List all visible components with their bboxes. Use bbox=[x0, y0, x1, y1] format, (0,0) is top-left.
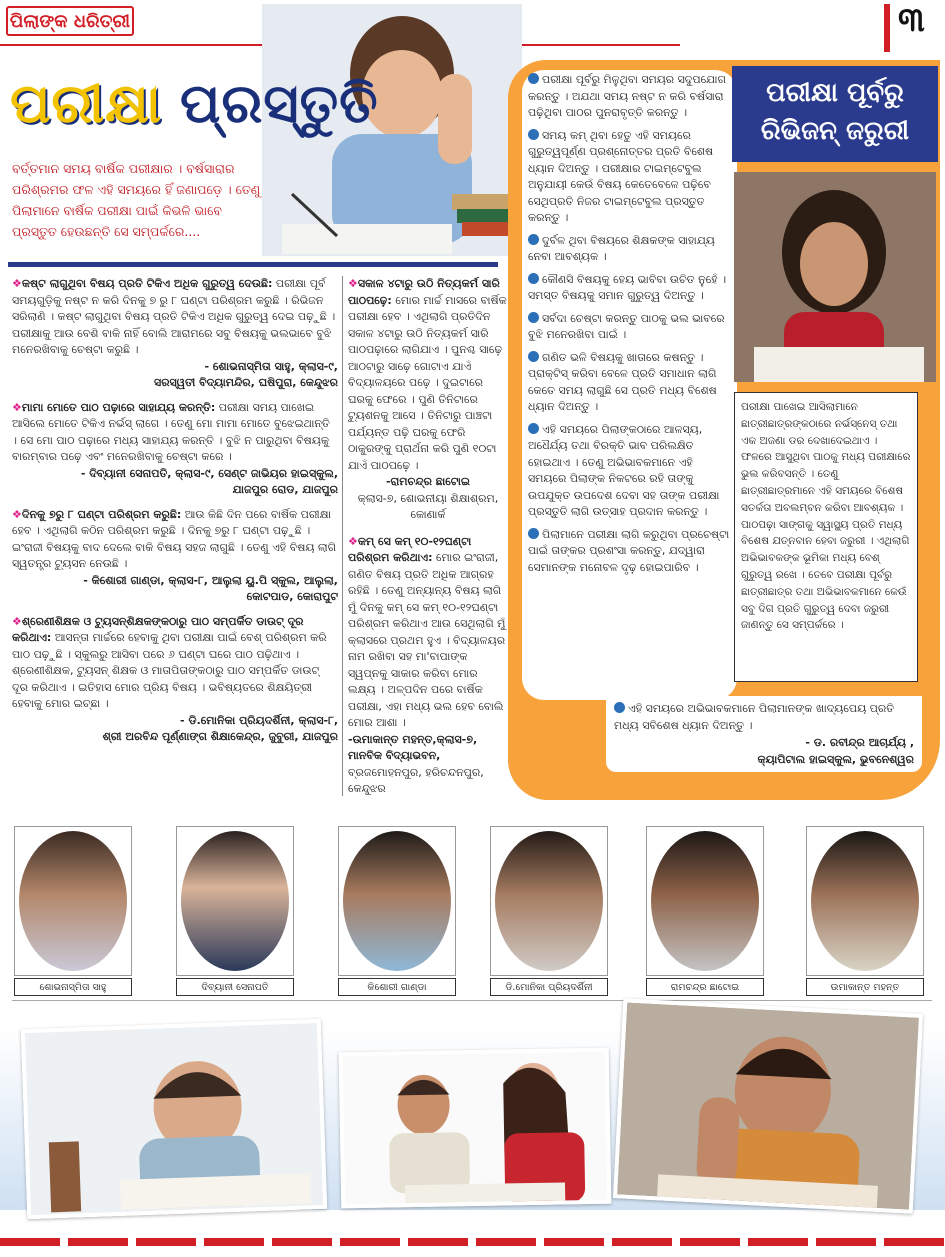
stressed-boy-photo bbox=[21, 1019, 327, 1219]
student-quotes-column-1 bbox=[12, 276, 338, 754]
bullet-icon bbox=[528, 73, 539, 84]
student-quote: ❖ମାମା ମୋତେ ପାଠ ପଢ଼ାରେ ସାହାଯ୍ୟ କରନ୍ତି: ପରୀକ୍ଷା ସମୟ ପାଖେଇ ଆସିଲେ ମୋତେ ଟିକିଏ ନର୍ଭସ୍ ଲାଗେ । ତେଣୁ ମୋ ମାମା ମୋତେ ବୁଝେଇଥାନ୍ତି । ସେ ମୋ ପାଠ ପଢ଼ାରେ ମଧ୍ୟ ସାହାଯ୍ୟ କରନ୍ତି । ବୁଝି ନ ପାରୁଥିବା ବିଷୟକୁ ବାରମ୍ବାର ପଢ଼େ ଏବଂ ମନେରଖିବାକୁ ଚେଷ୍ଟା କରେ । - ଦିବ୍ୟାନୀ ସେନାପତି, କ୍ଲାସ-୯, ସେଣ୍ଟ ଜାଭିୟର ହାଇସ୍କୁଲ, ଯାଜପୁର ରୋଡ, ଯାଜପୁର bbox=[12, 400, 338, 496]
portrait-oval bbox=[651, 831, 759, 971]
star-bullet-icon: ❖ bbox=[348, 534, 358, 548]
portrait-photo bbox=[176, 826, 294, 976]
portrait-photo bbox=[14, 826, 132, 976]
revision-bullet: ଏହି ସମୟରେ ପିଲାଙ୍କଠାରେ ଆଳସ୍ୟ, ଅଧୈର୍ଯ୍ୟ ତଥା ବିରକ୍ତି ଭାବ ପରିଲକ୍ଷିତ ହୋଇଥାଏ । ତେଣୁ ଅଭିଭାବକମାନେ ଏହି ସମୟରେ ପିଲାଙ୍କ ନିକଟରେ ରହି ତାଙ୍କୁ ଉପଯୁକ୍ତ ଉପଦେଶ ଦେବା ସହ ତାଙ୍କ ପରୀକ୍ଷା ପ୍ରସ୍ତୁତି ଲାଗି ଉତ୍ସାହ ପ୍ରଦାନ କରନ୍ତୁ । bbox=[528, 422, 720, 518]
title-part2: ପ୍ରସ୍ତୁତି bbox=[180, 72, 379, 135]
student-quote: ❖ଶ୍ରେଣୀଶିକ୍ଷକ ଓ ଟ୍ୟୁସନ୍‌ଶିକ୍ଷକଙ୍କଠାରୁ ପାଠ ସମ୍ପର୍କିତ ଡାଉଟ୍ ଦୂର କରିଥାଏ: ଆସନ୍ତା ମାର୍ଚ୍ଚରେ ହେବାକୁ ଥିବା ପରୀକ୍ଷା ପାଇଁ ବେଶ୍ ପରିଶ୍ରମ କରି ପାଠ ପଢ଼ୁଛି । ସ୍କୁଲରୁ ଆସିବା ପରେ ୬ ଘଣ୍ଟା ଘରେ ପାଠ ପଢ଼ିଥାଏ । ଶ୍ରେଣୀଶିକ୍ଷକ, ଟ୍ୟୁସନ୍ ଶିକ୍ଷକ ଓ ମାତାପିତାଙ୍କଠାରୁ ପାଠ ସମ୍ପର୍କିତ ଡାଉଟ୍ ଦୂର କରିଥାଏ । ଇତିହାସ ମୋର ପ୍ରିୟ ବିଷୟ । ଭବିଷ୍ୟତରେ ଶିକ୍ଷୟିତ୍ରୀ ହେବାକୁ ମୋର ଇଚ୍ଛା । - ଡି.ମୋନିକା ପ୍ରିୟଦର୍ଶିନୀ, କ୍ଲାସ-୮, ଶ୍ରୀ ଅରବିନ୍ଦ ପୂର୍ଣ୍ଣାଙ୍ଗ ଶିକ୍ଷାକେନ୍ଦ୍ର, ଜୁବୁରୀ, ଯାଜପୁର bbox=[12, 614, 338, 743]
student-quotes-column-2 bbox=[348, 276, 508, 798]
student-quote: ❖କମ୍ ସେ କମ୍ ୧୦-୧୨ଘଣ୍ଟା ପରିଶ୍ରମ କରିଥାଏ: ମୋର ଇଂରାଜୀ, ଗଣିତ ବିଷୟ ପ୍ରତି ଅଧିକ ଆଗ୍ରହ ରହିଛି । ତେଣୁ ଅନ୍ୟାନ୍ୟ ବିଷୟ ଲାଗି ମୁଁ ଦିନକୁ କମ୍ ସେ କମ୍ ୧୦-୧୨ଘଣ୍ଟା ପରିଶ୍ରମ କରିଥାଏ ଆଉ ସେଥିଲାଗି ମୁଁ କ୍ଲାସରେ ପ୍ରଥମ ହୁଏ । ବିଦ୍ୟାଳୟର ନାମ ରଖିବା ସହ ମା'ବାପାଙ୍କ ସ୍ୱପ୍ନକୁ ସାକାର କରିବା ମୋର ଲକ୍ଷ୍ୟ । ଅଳ୍ପଦିନ ପରେ ବାର୍ଷିକ ପରୀକ୍ଷା, ଏହା ମଧ୍ୟ ଭଲ ହେବ ବୋଲି ମୋର ଆଶା । -ଉମାକାନ୍ତ ମହନ୍ତ,କ୍ଲାସ-୭, ମାନବିକ ବିଦ୍ୟାଭବନ, ବ୍ରଜମୋହନପୁର, ହରିଚନ୍ଦନପୁର, କେନ୍ଦୁଝର bbox=[348, 534, 506, 795]
student-quote: ❖ସକାଳ ୪ଟାରୁ ଉଠି ନିତ୍ୟକର୍ମ ସାରି ପାଠପଢ଼େ: ମୋର ମାର୍ଚ୍ଚ ମାସରେ ବାର୍ଷିକ ପରୀକ୍ଷା ହେବ । ଏଥିଲାଗି ପ୍ରତିଦିନ ସକାଳ ୪ଟାରୁ ଉଠି ନିତ୍ୟକର୍ମ ସାରି ପାଠପଢ଼ାରେ ଲାଗିଯାଏ । ପୁନଶ୍ଚ ସାଢ଼େ ଆଠଟାରୁ ସାଢ଼େ ଗୋଟାଏ ଯାଏଁ ବିଦ୍ୟାଳୟରେ ପଢ଼େ । ଦୁଇଟାରେ ଘରକୁ ଫେରେ । ପୁଣି ତିନିଟାରେ ଟ୍ୟୁଶନକୁ ଆସେ । ତିନିଟାରୁ ପାଞ୍ଚଟା ପର୍ଯ୍ୟନ୍ତ ପଢ଼ି ଘରକୁ ଫେରି ଠାକୁରଙ୍କୁ ପ୍ରାର୍ଥନା କରି ପୁଣି ୧୦ଟା ଯାଏଁ ପାଠପଢ଼େ । -ରାମଚନ୍ଦ୍ର ଛାଟୋଇ କ୍ଲାସ-୭, ଶୋଭନୀୟା ଶିକ୍ଷାଶ୍ରମ, କୋଣାର୍କ bbox=[348, 277, 507, 521]
portrait-name: ଡି.ମୋନିକା ପ୍ରିୟଦର୍ଶିନୀ bbox=[490, 978, 608, 996]
portrait-oval bbox=[811, 831, 919, 971]
star-bullet-icon: ❖ bbox=[348, 277, 358, 290]
revision-bullet: କୌଣସି ବିଷୟକୁ ହେୟ ଭାବିବା ଉଚିତ ନୁହେଁ । ସମସ୍ତ ବିଷୟକୁ ସମାନ ଗୁରୁତ୍ୱ ଦିଅନ୍ତୁ । bbox=[528, 272, 727, 302]
footer-stripe bbox=[0, 1238, 945, 1246]
bullet-icon bbox=[528, 273, 539, 284]
portrait-name: ଉମାକାନ୍ତ ମହନ୍ତ bbox=[806, 978, 924, 996]
revision-bullets bbox=[528, 72, 733, 582]
page-number: ୩ bbox=[898, 0, 925, 40]
portrait-oval bbox=[181, 831, 289, 971]
bullet-icon bbox=[528, 423, 539, 434]
portrait-photo bbox=[806, 826, 924, 976]
portrait-photo bbox=[338, 826, 456, 976]
bullet-icon bbox=[528, 129, 539, 140]
intro-text: ବର୍ତ୍ତମାନ ସମୟ ବାର୍ଷିକ ପରୀକ୍ଷାର । ବର୍ଷସାରାର ପରିଶ୍ରମର ଫଳ ଏହି ସମୟରେ ହିଁ ଜଣାପଡ଼େ । ତେଣୁ ପିଲାମାନେ ବାର୍ଷିକ ପରୀକ୍ଷା ପାଇଁ କିଭଳି ଭାବେ ପ୍ରସ୍ତୁତ ହେଉଛନ୍ତି ସେ ସମ୍ପର୍କରେ.... bbox=[12, 161, 261, 239]
revision-bullet: ପିଲାମାନେ ପରୀକ୍ଷା ଲାଗି କରୁଥିବା ପ୍ରଚେଷ୍ଟା ପାଇଁ ତାଙ୍କର ପ୍ରଶଂସା କରନ୍ତୁ, ଯଦ୍ୱାରା ସେମାନଙ୍କ ମନୋବଳ ଦୃଢ଼ ହୋଇପାରିବ । bbox=[528, 527, 730, 574]
portrait-photo bbox=[646, 826, 764, 976]
expert-signature-place: କ୍ୟାପିଟାଲ ହାଇସ୍କୁଲ, ଭୁବନେଶ୍ୱର bbox=[757, 753, 914, 766]
portrait-photo bbox=[490, 826, 608, 976]
portrait-name: ଶୋଭନାସ୍ମିତା ସାହୁ bbox=[14, 978, 132, 996]
page-number-bar bbox=[884, 4, 890, 52]
mother-helping-child-photo bbox=[339, 1048, 612, 1209]
bullet-icon bbox=[528, 351, 539, 362]
portrait-oval bbox=[495, 831, 603, 971]
bullet-icon bbox=[528, 234, 539, 245]
revision-title-line2: ରିଭିଜନ୍ ଜରୁରୀ bbox=[760, 116, 910, 146]
bullet-icon bbox=[528, 528, 539, 539]
portrait-name: ଦିବ୍ୟାନୀ ସେନାପତି bbox=[176, 978, 294, 996]
revision-bullet: ସମୟ କମ୍ ଥିବା ହେତୁ ଏହି ସମୟରେ ଗୁରୁତ୍ୱପୂର୍ଣ୍ଣ ପ୍ରଶ୍ନୋତ୍ତର ପ୍ରତି ବିଶେଷ ଧ୍ୟାନ ଦିଅନ୍ତୁ । ପରୀକ୍ଷାର ଟାଇମ୍‌ଟେବୁଲ ଅନୁଯାୟୀ କେଉଁ ବିଷୟ କେତେବେଳେ ପଢ଼ିବେ ସେଥିପ୍ରତି ନିଜର ଟାଇମ୍‌ଟେବୁଲ ପ୍ରସ୍ତୁତ କରନ୍ତୁ । bbox=[528, 128, 714, 224]
portrait-baseline bbox=[12, 1000, 932, 1001]
section-rule bbox=[8, 262, 498, 267]
star-bullet-icon: ❖ bbox=[12, 507, 22, 521]
portrait-name: ରାମଚନ୍ଦ୍ର ଛାଟୋଇ bbox=[646, 978, 764, 996]
expert-tip bbox=[606, 696, 922, 772]
girl-illustration bbox=[734, 172, 936, 382]
revision-bullet: ଦୁର୍ବଳ ଥିବା ବିଷୟରେ ଶିକ୍ଷକଙ୍କ ସାହାଯ୍ୟ ନେବା ଆବଶ୍ୟକ । bbox=[528, 233, 715, 263]
revision-bullet: ସର୍ବଦା ଚେଷ୍ଟା କରନ୍ତୁ ପାଠକୁ ଭଲ ଭାବରେ ବୁଝି ମନେରଖିବା ପାଇଁ । bbox=[528, 311, 725, 341]
portrait-name: କିଶୋରୀ ଗାଣ୍ଡା bbox=[338, 978, 456, 996]
bored-boy-photo bbox=[613, 998, 923, 1213]
revision-title-line1: ପରୀକ୍ଷା ପୂର୍ବରୁ bbox=[766, 78, 904, 108]
star-bullet-icon: ❖ bbox=[12, 400, 22, 414]
page-title bbox=[10, 72, 379, 136]
bullet-icon bbox=[614, 702, 625, 713]
expert-signature-name: - ଡ. ରବୀନ୍ଦ୍ର ଆଚାର୍ଯ୍ୟ , bbox=[805, 736, 914, 749]
parent-advice-box: ପରୀକ୍ଷା ପାଖେଇ ଆସିଲାମାନେ ଛାତ୍ରୀଛାତ୍ରଙ୍କଠାରେ ନର୍ଭସ୍‌ନେସ୍ ତଥା ଏକ ଅଜଣା ଡର ଦେଖାଦେଇଥାଏ । ଫଳରେ ଆସୁଥିବା ପାଠକୁ ମଧ୍ୟ ପରୀକ୍ଷାରେ ଭୁଲ କରିବସନ୍ତି । ତେଣୁ ଛାତ୍ରୀଛାତ୍ରମାନେ ଏହି ସମୟରେ ବିଶେଷ ସତର୍କତା ଅବଲମ୍ବନ କରିବା ଆବଶ୍ୟକ । ପାଠପଢ଼ା ସାଙ୍ଗକୁ ସ୍ୱାସ୍ଥ୍ୟ ପ୍ରତି ମଧ୍ୟ ବିଶେଷ ଯତ୍ନବାନ ହେବା ଜରୁରୀ । ଏଥିଲାଗି ଅଭିଭାବକଙ୍କ ଭୂମିକା ମଧ୍ୟ ବେଶ୍ ଗୁରୁତ୍ୱ ରଖେ । ତେବେ ପରୀକ୍ଷା ପୂର୍ବରୁ ଛାତ୍ରୀଛାତ୍ର ତଥା ଅଭିଭାବକମାନେ କେଉଁ ସବୁ ଦିଗ ପ୍ରତି ଗୁରୁତ୍ୱ ଦେବା ଜରୁରୀ ଜାଣନ୍ତୁ ସେ ସମ୍ପର୍କରେ । bbox=[734, 392, 918, 682]
portrait-oval bbox=[19, 831, 127, 971]
column-divider bbox=[342, 276, 343, 796]
portrait-oval bbox=[343, 831, 451, 971]
revision-title bbox=[732, 66, 938, 162]
student-quote: ❖କଷ୍ଟ ଲାଗୁଥିବା ବିଷୟ ପ୍ରତି ଟିକିଏ ଅଧିକ ଗୁରୁତ୍ୱ ଦେଉଛି: ପରୀକ୍ଷା ପୂର୍ବ ସମୟଗୁଡ଼ିକୁ ନଷ୍ଟ ନ କରି ଦିନକୁ ୭ ରୁ ୮ ଘଣ୍ଟା ପରିଶ୍ରମ କରୁଛି । ରିଭିଜନ ସରିଲାଣି । କଷ୍ଟ ଲାଗୁଥିବା ବିଷୟ ପ୍ରତି ଟିକିଏ ଅଧିକ ଗୁରୁତ୍ୱ ଦେଇ ପଢ଼ୁଛି । ପରୀକ୍ଷାକୁ ଆଉ ବେଶି ବାକି ନାହିଁ ବୋଲି ଆରାମରେ ସବୁ ବିଷୟକୁ ଭଲଭାବେ ବୁଝି ମନେରଖିବାକୁ ଚେଷ୍ଟା କରୁଛି । - ଶୋଭନାସ୍ମିତା ସାହୁ, କ୍ଲାସ-୯, ସରସ୍ୱତୀ ବିଦ୍ୟାମନ୍ଦିର, ଘଷିପୁରା, କେନ୍ଦୁଝର bbox=[12, 277, 338, 389]
girl-reading-photo bbox=[734, 172, 936, 382]
stressed-boy-illustration bbox=[25, 1023, 327, 1219]
revision-bullet: ଗଣିତ ଭଳି ବିଷୟକୁ ଖାତାରେ କଷନ୍ତୁ । ପ୍ରାକ୍ଟିସ୍ କରିବା ବେଳେ ପ୍ରତି ସମାଧାନ ଲାଗି କେତେ ସମୟ ଲାଗୁଛି ସେ ପ୍ରତି ମଧ୍ୟ ବିଶେଷ ଧ୍ୟାନ ଦିଅନ୍ତୁ । bbox=[528, 350, 717, 413]
student-quote: ❖ଦିନକୁ ୭ରୁ ୮ ଘଣ୍ଟା ପରିଶ୍ରମ କରୁଛି: ଆଉ କିଛି ଦିନ ପରେ ବାର୍ଷିକ ପରୀକ୍ଷା ହେବ । ଏଥିଲାଗି କଠିନ ପରିଶ୍ରମ କରୁଛି । ଦିନକୁ ୭ରୁ ୮ ଘଣ୍ଟା ପଢ଼ୁଛି । ଇଂରାଜୀ ବିଷୟକୁ ବାଦ ଦେଲେ ବାକି ବିଷୟ ସହଜ ଲାଗୁଛି । ତେଣୁ ଏହି ବିଷୟ ଲାଗି ସ୍ୱତନ୍ତ୍ର ଟ୍ୟୁସନ ନେଉଛି । - କିଶୋରୀ ଗାଣ୍ଡା, କ୍ଲାସ-୮, ଆଲୁଲା ୟୁ.ପି ସ୍କୁଲ, ଆଲୁଲା, କୋଟପାଡ, କୋରାପୁଟ bbox=[12, 507, 338, 603]
brand-logo: ପିଲାଙ୍କ ଧରିତ୍ରୀ bbox=[6, 6, 134, 36]
mother-child-illustration bbox=[343, 1052, 612, 1209]
star-bullet-icon: ❖ bbox=[12, 277, 22, 290]
revision-bullet: ପରୀକ୍ଷା ପୂର୍ବରୁ ମିଳୁଥିବା ସମୟର ସଦୁପଯୋଗ କରନ୍ତୁ । ଅଯଥା ସମୟ ନଷ୍ଟ ନ କରି ବର୍ଷସାରା ପଢ଼ିଥିବା ପାଠର ପୁନରାବୃତ୍ତି କରନ୍ତୁ । bbox=[528, 73, 726, 119]
expert-tip-text: ଏହି ସମୟରେ ଅଭିଭାବକମାନେ ପିଲାମାନଙ୍କ ଖାଦ୍ୟପେୟ ପ୍ରତି ମଧ୍ୟ ସବିଶେଷ ଧ୍ୟାନ ଦିଅନ୍ତୁ । bbox=[614, 702, 895, 732]
bored-boy-illustration bbox=[617, 1002, 923, 1213]
title-part1: ପରୀକ୍ଷା bbox=[10, 72, 163, 135]
bullet-icon bbox=[528, 312, 539, 323]
star-bullet-icon: ❖ bbox=[12, 614, 22, 628]
